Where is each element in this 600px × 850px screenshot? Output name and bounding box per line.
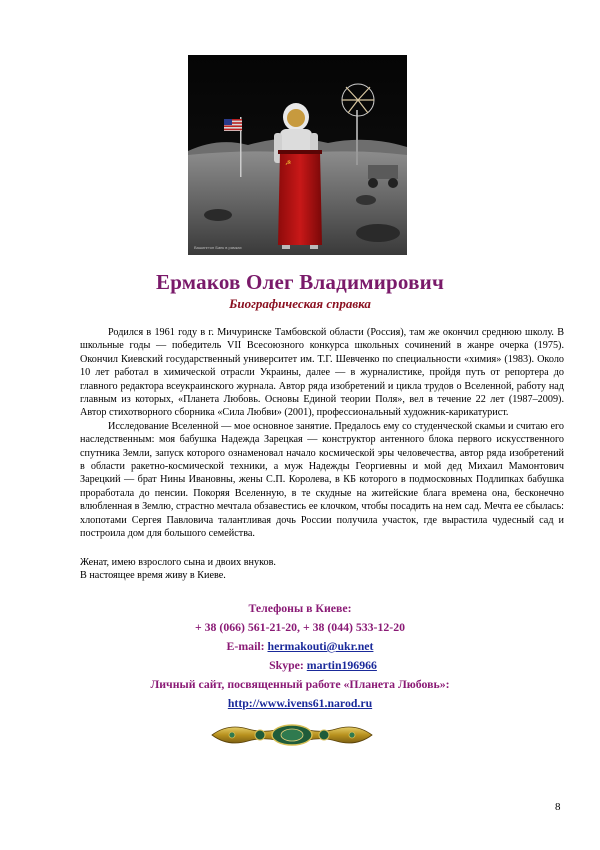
skype-link[interactable]: martin196966 [306,658,377,672]
astronaut-photo [188,55,407,255]
page-number: 8 [555,801,561,813]
phones-value: + 38 (066) 561-21-20, + 38 (044) 533-12-20 [194,620,406,634]
site-link[interactable]: http://www.ivens61.narod.ru [227,696,373,710]
family-line-2: В настоящее время живу в Киеве. [80,570,226,582]
page-title: Ермаков Олег Владимирович [156,270,444,294]
skype-row [0,656,600,675]
photo-caption: Вашингтон Банк в рамках [194,245,242,250]
email-link[interactable]: hermakouti@ukr.net [267,639,374,653]
email-row [0,637,600,656]
email-label: E-mail: [226,639,268,653]
phones-label: Телефоны в Киеве: [248,601,352,615]
decorative-divider-icon [208,719,376,751]
bio-paragraph-2: Исследование Вселенной — мое основное занятие. Предалось ему со студенческой скамьи и считаю его наследственным: моя бабушка Надежда Зарецкая — конструктор антенного блока первого искусственного спутника Земли, запуск которого ознаменовал начало космической эры человечества, автор ряда изобретений в области ракетно-космической техники, а муж Надежды Георгиевны и мой дед Михаил Мамонтович Зарецкий — брат Нины Ивановны, жены С.П. Королева, в КБ которого в подмосковных Подлипках бабушка проработала до пенсии. Покоряя Вселенную, в те скудные на житейские блага времена она, бесконечно влюбленная в Землю, страстно мечтала обзавестись ее клочком, чтобы посадить на нем сад. Мечта ее сбылась: хлопотами Сергея Павловича талантливая дочь России получила участок, где вырастила чудесный сад и построила дом для большого семейства. [80,420,564,540]
bio-paragraph-1: Родился в 1961 году в г. Мичуринске Тамбовской области (Россия), там же окончил среднюю школу. В школьные годы — победитель VII Всесоюзного конкурса школьных сочинений в жанре очерка (1975). Окончил Киевский государственный университет им. Т.Г. Шевченко по специальности «химия» (1983). Около 10 лет работал в химической отрасли Украины, далее — в журналистике, пройдя путь от репортера до главного редактора всеукраинского журнала. Автор ряда изобретений и цикла трудов о Вселенной, работу над главным из которых, «Планета Любовь. Основы Единой теории Поля», вел в течение 22 лет (1987–2009). Автор стихотворного сборника «Сила Любви» (2001), профессиональный художник-карикатурист. [80,327,564,419]
site-label: Личный сайт, посвященный работе «Планета Любовь»: [150,677,450,691]
astronaut-on-moon-photo [188,55,407,255]
page-subtitle: Биографическая справка [229,296,371,311]
family-line-1: Женат, имею взрослого сына и двоих внуков. [80,557,276,568]
contacts-block [0,599,600,713]
svg-text:☭: ☭ [285,159,292,167]
biography-text [80,326,564,541]
family-info [80,556,276,583]
skype-label: Skype: [269,658,307,672]
